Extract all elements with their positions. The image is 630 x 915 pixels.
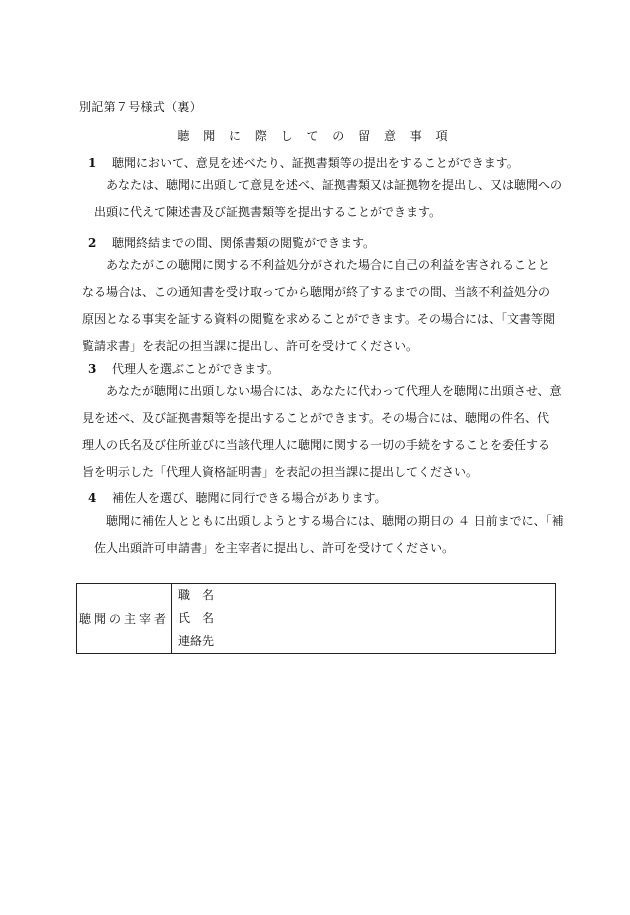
section-number: 4	[88, 491, 97, 505]
presider-table	[76, 583, 556, 654]
body-line: 覧請求書」を表記の担当課に提出し、許可を受けてください。	[82, 339, 419, 353]
section-number: 3	[88, 362, 97, 376]
section-4-body	[82, 508, 564, 562]
section-1-body	[82, 172, 562, 226]
form-label: 別記第７号様式（裏）	[79, 100, 203, 114]
section-4-heading	[88, 489, 387, 506]
section-2-heading	[88, 234, 375, 251]
section-1-heading	[88, 154, 519, 171]
body-line: 旨を明示した「代理人資格証明書」を表記の担当課に提出してください。	[82, 465, 479, 479]
section-3-body	[82, 378, 562, 486]
section-heading-text: 聴聞終結までの間、関係書類の閲覧ができます。	[112, 236, 376, 250]
body-line: 理人の氏名及び住所並びに当該代理人に聴聞に関する一切の手続をすることを委任する	[82, 438, 551, 452]
body-line: あなたがこの聴聞に関する不利益処分がされた場合に自己の利益を害されることと	[106, 258, 551, 272]
body-line: あなたが聴聞に出頭しない場合には、あなたに代わって代理人を聴聞に出頭させ、意	[106, 384, 562, 398]
body-line: 出頭に代えて陳述書及び証拠書類等を提出することができます。	[94, 205, 442, 219]
field-contact: 連絡先	[178, 634, 215, 648]
body-line: なる場合は、この通知書を受け取ってから聴聞が終了するまでの間、当該不利益処分の	[82, 285, 551, 299]
body-line: 原因となる事実を証する資料の閲覧を求めることができます。その場合には、「文書等閲	[82, 312, 556, 326]
section-3-heading	[88, 360, 279, 377]
body-line: 聴聞に補佐人とともに出頭しようとする場合には、聴聞の期日の ４ 日前までに、「補	[106, 514, 564, 528]
document-title: 聴 聞 に 際 し て の 留 意 事 項	[177, 129, 453, 143]
field-name: 氏 名	[178, 611, 215, 625]
body-line: あなたは、聴聞に出頭して意見を述べ、証拠書類又は証拠物を提出し、又は聴聞への	[106, 178, 563, 192]
section-heading-text: 代理人を選ぶことができます。	[112, 362, 280, 376]
presider-label: 聴聞の主宰者	[77, 584, 172, 654]
section-number: 2	[88, 236, 97, 250]
section-number: 1	[88, 156, 97, 170]
field-title: 職 名	[178, 588, 215, 602]
section-heading-text: 補佐人を選び、聴聞に同行できる場合があります。	[112, 491, 387, 505]
presider-fields	[172, 584, 556, 654]
body-line: 佐人出頭許可申請書」を主宰者に提出し、許可を受けてください。	[94, 541, 455, 555]
section-heading-text: 聴聞において、意見を述べたり、証拠書類等の提出をすることができます。	[112, 156, 519, 170]
body-line: 見を述べ、及び証拠書類等を提出することができます。その場合には、聴聞の件名、代	[82, 411, 550, 425]
section-2-body	[82, 252, 555, 360]
